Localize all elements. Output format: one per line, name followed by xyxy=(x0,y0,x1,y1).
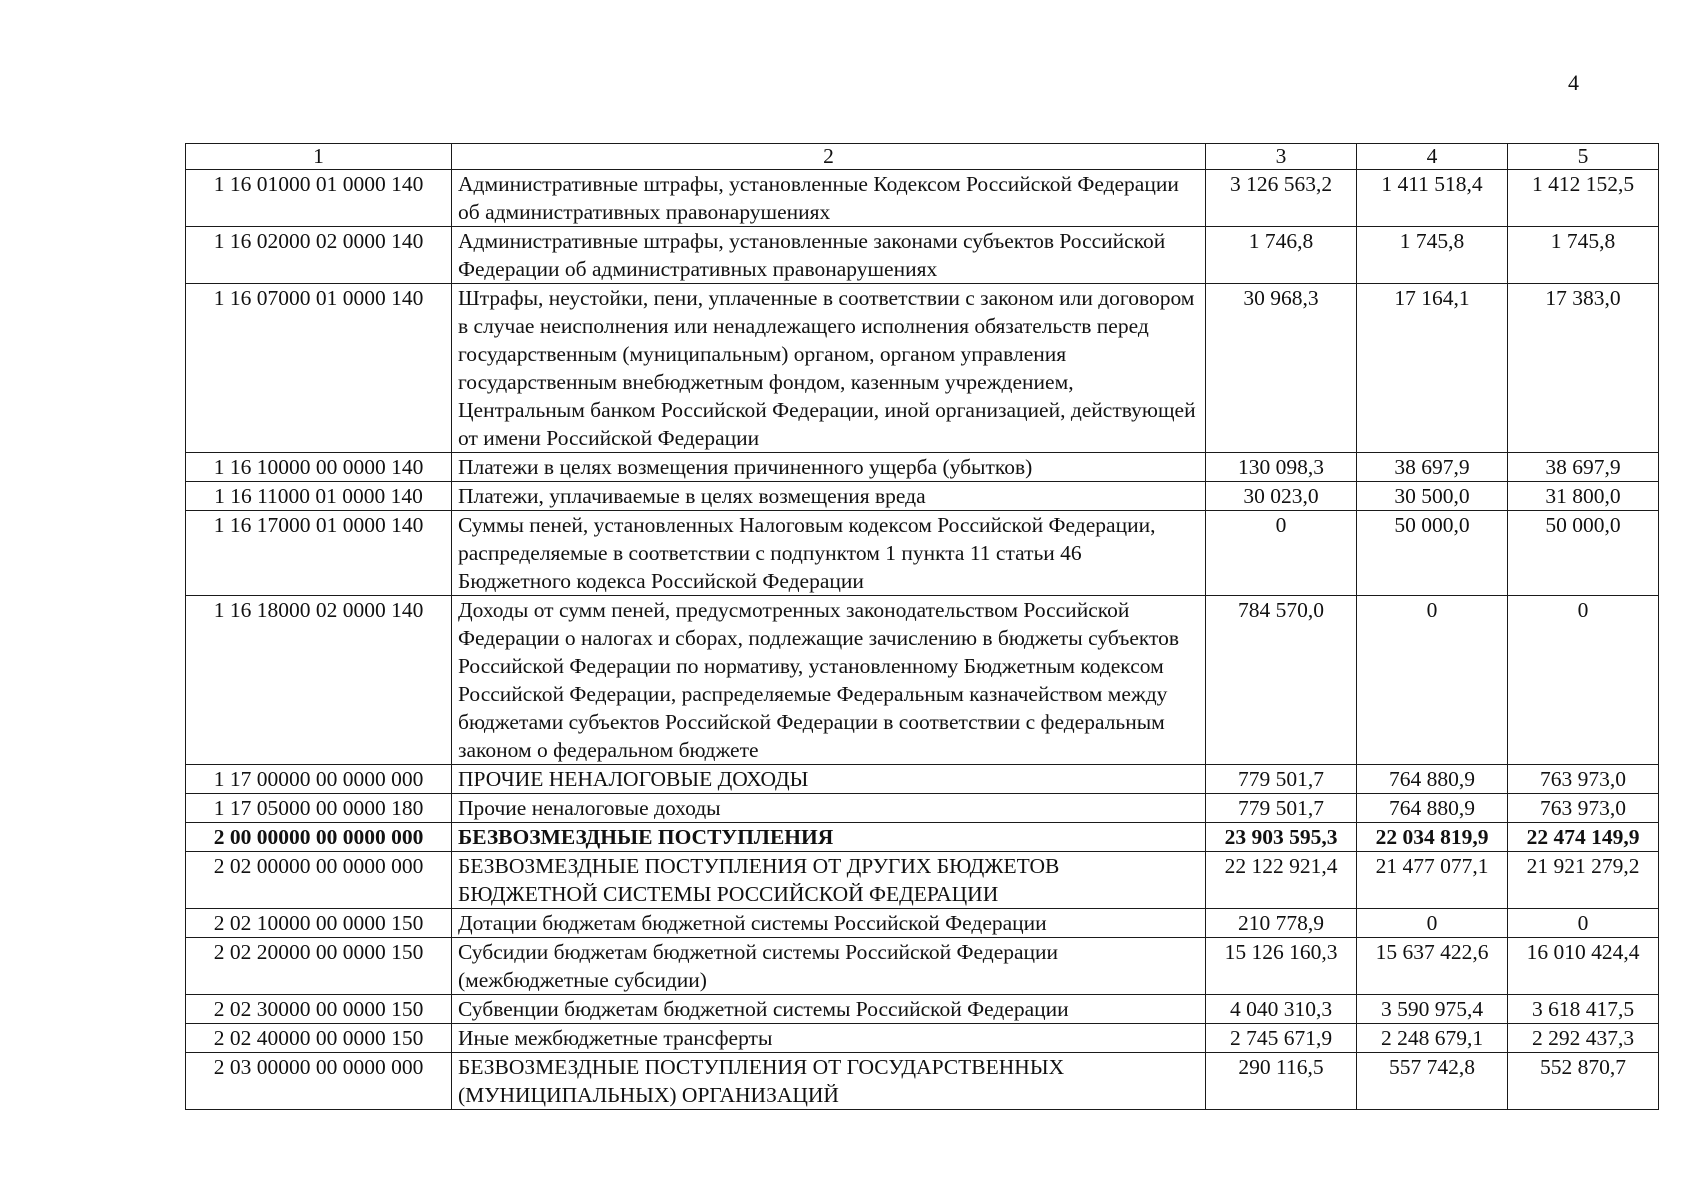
column-header-value-5: 5 xyxy=(1508,144,1659,170)
row-value-5: 17 383,0 xyxy=(1508,284,1659,453)
row-value-3: 3 126 563,2 xyxy=(1206,170,1357,227)
row-code: 2 02 30000 00 0000 150 xyxy=(186,995,452,1024)
table-row xyxy=(186,995,1659,1024)
row-code: 2 02 00000 00 0000 000 xyxy=(186,852,452,909)
row-value-5: 763 973,0 xyxy=(1508,765,1659,794)
page-number: 4 xyxy=(1568,70,1579,95)
row-code: 2 03 00000 00 0000 000 xyxy=(186,1053,452,1110)
table-row xyxy=(186,765,1659,794)
row-value-4: 21 477 077,1 xyxy=(1357,852,1508,909)
row-value-4: 2 248 679,1 xyxy=(1357,1024,1508,1053)
row-name: Субвенции бюджетам бюджетной системы Российской Федерации xyxy=(452,995,1206,1024)
table-row xyxy=(186,227,1659,284)
row-name: Дотации бюджетам бюджетной системы Российской Федерации xyxy=(452,909,1206,938)
row-value-5: 0 xyxy=(1508,909,1659,938)
row-value-3: 30 968,3 xyxy=(1206,284,1357,453)
row-value-4: 764 880,9 xyxy=(1357,765,1508,794)
row-code: 2 02 10000 00 0000 150 xyxy=(186,909,452,938)
row-value-4: 1 745,8 xyxy=(1357,227,1508,284)
table-row xyxy=(186,909,1659,938)
row-value-5: 31 800,0 xyxy=(1508,482,1659,511)
table-header-row xyxy=(186,144,1659,170)
table-row xyxy=(186,482,1659,511)
row-value-4: 1 411 518,4 xyxy=(1357,170,1508,227)
table-row xyxy=(186,1053,1659,1110)
row-name: Административные штрафы, установленные законами субъектов Российской Федерации об административных правонарушениях xyxy=(452,227,1206,284)
row-value-5: 16 010 424,4 xyxy=(1508,938,1659,995)
table-row xyxy=(186,1024,1659,1053)
table-row xyxy=(186,596,1659,765)
row-name: Иные межбюджетные трансферты xyxy=(452,1024,1206,1053)
row-code: 1 16 18000 02 0000 140 xyxy=(186,596,452,765)
table-row xyxy=(186,938,1659,995)
row-code: 1 16 07000 01 0000 140 xyxy=(186,284,452,453)
column-header-value-3: 3 xyxy=(1206,144,1357,170)
column-header-name: 2 xyxy=(452,144,1206,170)
row-name: Прочие неналоговые доходы xyxy=(452,794,1206,823)
row-value-4: 3 590 975,4 xyxy=(1357,995,1508,1024)
row-value-4: 15 637 422,6 xyxy=(1357,938,1508,995)
table-row xyxy=(186,852,1659,909)
table-row xyxy=(186,823,1659,852)
row-code: 1 16 01000 01 0000 140 xyxy=(186,170,452,227)
row-name: Платежи, уплачиваемые в целях возмещения вреда xyxy=(452,482,1206,511)
table-row xyxy=(186,794,1659,823)
row-value-5: 22 474 149,9 xyxy=(1508,823,1659,852)
row-code: 1 16 02000 02 0000 140 xyxy=(186,227,452,284)
row-value-4: 17 164,1 xyxy=(1357,284,1508,453)
row-value-3: 1 746,8 xyxy=(1206,227,1357,284)
row-value-5: 1 412 152,5 xyxy=(1508,170,1659,227)
row-code: 1 17 05000 00 0000 180 xyxy=(186,794,452,823)
table-row xyxy=(186,453,1659,482)
row-value-3: 15 126 160,3 xyxy=(1206,938,1357,995)
column-header-code: 1 xyxy=(186,144,452,170)
row-name: БЕЗВОЗМЕЗДНЫЕ ПОСТУПЛЕНИЯ xyxy=(452,823,1206,852)
row-code: 1 16 11000 01 0000 140 xyxy=(186,482,452,511)
row-value-5: 1 745,8 xyxy=(1508,227,1659,284)
row-value-3: 2 745 671,9 xyxy=(1206,1024,1357,1053)
row-value-3: 210 778,9 xyxy=(1206,909,1357,938)
row-name: Платежи в целях возмещения причиненного ущерба (убытков) xyxy=(452,453,1206,482)
row-name: Суммы пеней, установленных Налоговым кодексом Российской Федерации, распределяемые в соответствии с подпунктом 1 пункта 11 статьи 46 Бюджетного кодекса Российской Федерации xyxy=(452,511,1206,596)
row-value-5: 50 000,0 xyxy=(1508,511,1659,596)
row-value-5: 21 921 279,2 xyxy=(1508,852,1659,909)
row-value-3: 290 116,5 xyxy=(1206,1053,1357,1110)
row-name: ПРОЧИЕ НЕНАЛОГОВЫЕ ДОХОДЫ xyxy=(452,765,1206,794)
table-row xyxy=(186,511,1659,596)
row-value-3: 23 903 595,3 xyxy=(1206,823,1357,852)
row-value-4: 0 xyxy=(1357,909,1508,938)
table-row xyxy=(186,170,1659,227)
row-value-3: 779 501,7 xyxy=(1206,765,1357,794)
row-value-3: 30 023,0 xyxy=(1206,482,1357,511)
row-value-3: 22 122 921,4 xyxy=(1206,852,1357,909)
row-value-3: 0 xyxy=(1206,511,1357,596)
row-code: 2 00 00000 00 0000 000 xyxy=(186,823,452,852)
row-value-4: 557 742,8 xyxy=(1357,1053,1508,1110)
row-value-3: 130 098,3 xyxy=(1206,453,1357,482)
revenue-table xyxy=(185,143,1659,1110)
row-code: 2 02 40000 00 0000 150 xyxy=(186,1024,452,1053)
row-value-5: 552 870,7 xyxy=(1508,1053,1659,1110)
row-value-4: 30 500,0 xyxy=(1357,482,1508,511)
row-value-5: 3 618 417,5 xyxy=(1508,995,1659,1024)
row-value-5: 0 xyxy=(1508,596,1659,765)
row-code: 1 16 10000 00 0000 140 xyxy=(186,453,452,482)
row-value-3: 784 570,0 xyxy=(1206,596,1357,765)
row-value-5: 763 973,0 xyxy=(1508,794,1659,823)
table-row xyxy=(186,284,1659,453)
row-value-4: 50 000,0 xyxy=(1357,511,1508,596)
row-code: 2 02 20000 00 0000 150 xyxy=(186,938,452,995)
row-value-4: 22 034 819,9 xyxy=(1357,823,1508,852)
row-value-4: 0 xyxy=(1357,596,1508,765)
row-value-3: 4 040 310,3 xyxy=(1206,995,1357,1024)
row-name: БЕЗВОЗМЕЗДНЫЕ ПОСТУПЛЕНИЯ ОТ ГОСУДАРСТВЕННЫХ (МУНИЦИПАЛЬНЫХ) ОРГАНИЗАЦИЙ xyxy=(452,1053,1206,1110)
column-header-value-4: 4 xyxy=(1357,144,1508,170)
row-value-5: 2 292 437,3 xyxy=(1508,1024,1659,1053)
row-code: 1 16 17000 01 0000 140 xyxy=(186,511,452,596)
row-name: БЕЗВОЗМЕЗДНЫЕ ПОСТУПЛЕНИЯ ОТ ДРУГИХ БЮДЖЕТОВ БЮДЖЕТНОЙ СИСТЕМЫ РОССИЙСКОЙ ФЕДЕРАЦИИ xyxy=(452,852,1206,909)
row-name: Субсидии бюджетам бюджетной системы Российской Федерации (межбюджетные субсидии) xyxy=(452,938,1206,995)
row-name: Штрафы, неустойки, пени, уплаченные в соответствии с законом или договором в случае неисполнения или ненадлежащего исполнения обязательств перед государственным (муниципальным) органом, органом управления государственным внебюджетным фондом, казенным учреждением, Центральным банком Российской Федерации, иной организацией, действующей от имени Российской Федерации xyxy=(452,284,1206,453)
row-value-4: 764 880,9 xyxy=(1357,794,1508,823)
table-body xyxy=(186,170,1659,1110)
row-value-4: 38 697,9 xyxy=(1357,453,1508,482)
row-code: 1 17 00000 00 0000 000 xyxy=(186,765,452,794)
row-name: Доходы от сумм пеней, предусмотренных законодательством Российской Федерации о налогах и сборах, подлежащие зачислению в бюджеты субъектов Российской Федерации по нормативу, установленному Бюджетным кодексом Российской Федерации, распределяемые Федеральным казначейством между бюджетами субъектов Российской Федерации в соответствии с федеральным законом о федеральном бюджете xyxy=(452,596,1206,765)
row-name: Административные штрафы, установленные Кодексом Российской Федерации об административных правонарушениях xyxy=(452,170,1206,227)
row-value-5: 38 697,9 xyxy=(1508,453,1659,482)
row-value-3: 779 501,7 xyxy=(1206,794,1357,823)
